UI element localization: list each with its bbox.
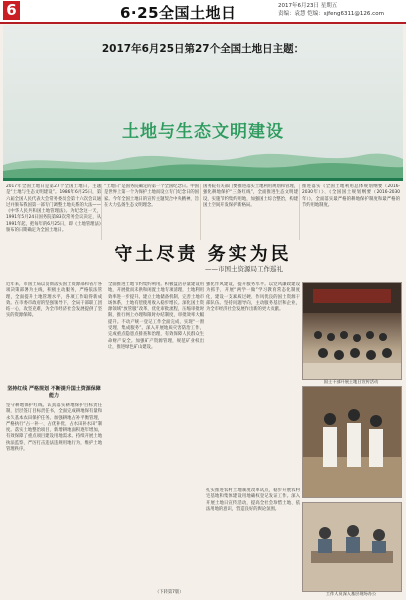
section-crosshead: 坚持红线 严格规划 不断提升国土资源保障能力 bbox=[7, 386, 101, 399]
article-subhead: ——市国土资源局工作巡礼 bbox=[205, 265, 283, 273]
meeting-photo bbox=[302, 282, 402, 380]
photo-caption-3: 工作人员深入基层现场办公 bbox=[325, 591, 377, 596]
page-number: 6 bbox=[3, 1, 20, 20]
story-column-1-continued: 坚守耕地保护红线。认真落实耕地保护目标责任制，层层签订目标责任书，全面完成耕地保有量和永久基本农田保护任务。加强耕地占补平衡管理，严格执行“占一补一、占优补优、占水田补水田”制度。落实土地整治项目，新增耕地面积逐年增加，有效保障了重点项目建设用地需求。持续开展土地执法监察，严厉打击违法违规用地行为，维护土地管理秩序。 bbox=[6, 403, 102, 453]
hills-illustration bbox=[3, 145, 403, 178]
theme-banner bbox=[3, 25, 403, 181]
date-line: 2017年6月23日 星期五 bbox=[278, 3, 338, 9]
intro-column-2: “土地日”是国务院确定的第一个全国纪念日。中国是世界上第一个为保护土地而设立专门纪念日的国家。今年全国土地日的宣传主题契合中央精神，旨在大力弘扬生态文明理念。 bbox=[104, 184, 199, 208]
column-divider bbox=[200, 184, 201, 240]
banner-slogan: 土地与生态文明建设 bbox=[122, 122, 284, 142]
story-column-2: 全面推进土地节约集约利用。积极盘活存量建设用地，开展批而未供和闲置土地专项清理，土地利用效率进一步提升。建立土地储备机制，完善土地市场体系，土地有偿使用收入稳步增长。深化国土资源领域“放管服”改革，优化审批流程，压缩审批时限，推行网上办理和限时办结制度，审批效率大幅提升。不动产统一登记工作全面完成，实现“一窗受理、集成服务”。深入开展地质灾害防治工作，完成重点隐患点排查和治理，有效保障人民群众生命财产安全。加强矿产资源管理，规范矿业权出让，推进绿色矿山建设。 bbox=[108, 282, 204, 350]
column-divider bbox=[299, 184, 300, 240]
intro-column-4: 推进落实《全国土地利用总体规划纲要（2016-2030年）》、《全国国土规划纲要（2016-2030年）》，全面落实最严格的耕地保护制度和最严格的节约用地制度。 bbox=[302, 184, 400, 208]
office-scene-image bbox=[303, 503, 401, 591]
intro-column-1: 2017年全国土地日是第27个全国土地日，主题是“土地与生态文明建设”。1986年6月25日，第六届全国人民代表大会常务委员会第十六次会议通过并颁布我国第一部专门调整土地关系的大法——《中华人民共和国土地管理法》。为纪念这一天，1991年5月24日国务院第83次常务会议决定，从1991年起，把每年的6月25日，即《土地管理法》颁布的日期确定为全国土地日。 bbox=[6, 184, 101, 234]
meeting-scene-image bbox=[303, 283, 401, 379]
field-scene-image bbox=[303, 387, 401, 497]
section-title: 6·25全国土地日 bbox=[120, 4, 237, 22]
column-divider bbox=[101, 184, 102, 240]
article-headline: 守土尽责 务实为民 bbox=[114, 244, 292, 265]
photo-caption-1: 国土干部开展土地日宣传活动 bbox=[323, 379, 379, 384]
masthead bbox=[0, 0, 406, 24]
office-photo bbox=[302, 502, 402, 592]
editor-line: 责编：袁慧 恺编：sjfeng6311@126.com bbox=[278, 11, 384, 17]
intro-column-3: 国务院有关部门要推进落实土地利用规划和管理，强化耕地保护“三条红线”，全面推进生态文明建设，实施节约集约用地，加强国土综合整治，构建国土空间开发保护新格局。 bbox=[203, 184, 298, 208]
story-column-3: 强化作风建设，提升服务水平。以党风廉政建设为抓手，开展“两学一做”学习教育常态化制度化，建设一支素质过硬、作风优良的国土资源干部队伍。坚持问题导向，主动服务基层和企业，为全市经济社会发展作出新的更大贡献。 bbox=[206, 282, 300, 313]
continued-note: （下转第7版） bbox=[155, 590, 184, 595]
banner-title: 2017年6月25日第27个全国土地日主题： bbox=[101, 43, 305, 55]
field-photo bbox=[302, 386, 402, 498]
story-column-1: 近年来，市国土局以贯彻落实国土资源部和省厅各项决策部署为主线，积极主动服务，严格依法管理，全面提升土地管理水平，各项工作取得新成效。在市委市政府的坚强领导下，全局干部职工团结一心，攻坚克难，为全市经济社会发展提供了坚实的资源保障。 bbox=[6, 282, 102, 319]
masthead-meta bbox=[278, 2, 384, 18]
story-column-3-continued: 扎实推进农村土地制度改革试点，稳步开展农村宅基地和集体建设用地确权登记发证工作。深入开展土地日宣传活动，提高全社会珍惜土地、依法用地的意识，营造良好的舆论氛围。 bbox=[206, 488, 300, 512]
